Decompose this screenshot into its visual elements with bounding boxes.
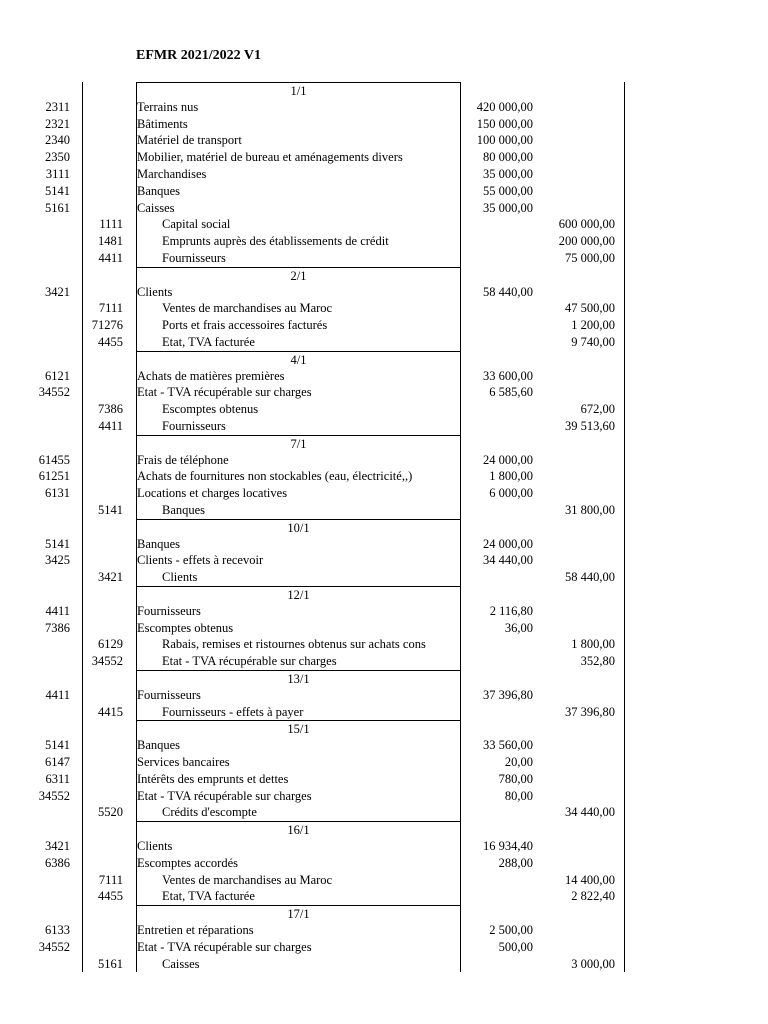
journal-line [0, 653, 768, 670]
debit-account: 2340 [45, 133, 70, 148]
journal-line [0, 200, 768, 217]
account-label: Bâtiments [137, 116, 188, 131]
credit-account: 1111 [99, 217, 123, 232]
credit-account: 4455 [98, 889, 123, 904]
debit-account: 34552 [38, 939, 70, 954]
account-label: Clients [137, 839, 173, 853]
account-label: Etat - TVA récupérable sur charges [137, 788, 312, 803]
journal-line [0, 317, 768, 334]
credit-account: 4415 [98, 704, 123, 719]
debit-account: 6121 [45, 368, 70, 383]
journal-line [0, 233, 768, 250]
credit-amount: 2 822,40 [571, 889, 615, 904]
account-label: Escomptes accordés [137, 855, 239, 870]
credit-amount: 47 500,00 [565, 301, 615, 316]
debit-amount: 150 000,00 [476, 116, 533, 131]
entry-date: 1/1 [136, 82, 461, 100]
debit-amount: 500,00 [498, 939, 533, 954]
account-label: Achats de matières premières [137, 368, 285, 383]
account-label: Fournisseurs [137, 687, 201, 702]
journal-line [0, 250, 768, 267]
debit-amount: 80 000,00 [483, 150, 533, 165]
entry-date-header [0, 905, 768, 922]
debit-account: 2311 [45, 99, 70, 114]
debit-amount: 1 800,00 [489, 469, 533, 484]
debit-account: 2350 [45, 150, 70, 165]
account-label: Caisses [137, 200, 175, 215]
journal-line [0, 552, 768, 569]
account-label: Banques [137, 738, 181, 753]
credit-amount: 1 200,00 [571, 318, 615, 333]
account-label: Clients - effets à recevoir [137, 553, 264, 568]
credit-amount: 75 000,00 [565, 251, 615, 265]
account-label: Frais de téléphone [137, 452, 229, 467]
debit-account: 5161 [45, 200, 70, 215]
journal-table [0, 82, 768, 972]
debit-account: 4411 [45, 603, 70, 618]
account-label: Escomptes obtenus [137, 620, 234, 635]
journal-line [0, 116, 768, 133]
journal-line [0, 956, 768, 973]
credit-account: 5520 [98, 805, 123, 820]
credit-account: 5161 [98, 956, 123, 971]
credit-amount: 58 440,00 [565, 570, 615, 585]
debit-account: 2321 [45, 116, 70, 131]
debit-amount: 6 000,00 [489, 486, 533, 501]
credit-account: 4411 [98, 251, 123, 265]
account-label: Rabais, remises et ristournes obtenus sur achats cons [162, 637, 426, 652]
credit-amount: 31 800,00 [565, 503, 615, 517]
entry-date-header [0, 586, 768, 603]
account-label: Locations et charges locatives [137, 486, 288, 501]
entry-date-header [0, 519, 768, 536]
entry-date: 4/1 [136, 351, 461, 369]
account-label: Marchandises [137, 167, 207, 181]
entry-date: 7/1 [136, 435, 461, 453]
account-label: Banques [162, 503, 206, 517]
journal-line [0, 536, 768, 553]
journal-line [0, 804, 768, 821]
entry-date: 16/1 [136, 821, 461, 839]
account-label: Clients [137, 284, 173, 299]
credit-amount: 200 000,00 [558, 234, 615, 249]
journal-line [0, 754, 768, 771]
entry-date-header [0, 821, 768, 838]
account-label: Emprunts auprès des établissements de crédit [162, 234, 389, 249]
journal-line [0, 888, 768, 905]
account-label: Ventes de marchandises au Maroc [162, 301, 333, 316]
debit-amount: 36,00 [504, 620, 533, 635]
account-label: Ports et frais accessoires facturés [162, 318, 328, 333]
credit-amount: 672,00 [580, 402, 615, 417]
debit-amount: 24 000,00 [483, 536, 533, 551]
account-label: Fournisseurs [162, 419, 226, 433]
debit-amount: 34 440,00 [483, 553, 533, 568]
entry-date-header [0, 82, 768, 99]
account-label: Entretien et réparations [137, 923, 254, 937]
journal-line [0, 99, 768, 116]
account-label: Fournisseurs [162, 251, 226, 265]
debit-account: 6131 [45, 486, 70, 501]
journal-line [0, 771, 768, 788]
debit-account: 6386 [45, 855, 70, 870]
journal-line [0, 300, 768, 317]
journal-line [0, 603, 768, 620]
account-label: Achats de fournitures non stockables (eau, électricité,,) [137, 469, 413, 484]
journal-line [0, 485, 768, 502]
debit-amount: 20,00 [504, 755, 533, 769]
journal-line [0, 636, 768, 653]
journal-line [0, 502, 768, 519]
journal-line [0, 788, 768, 805]
debit-amount: 58 440,00 [483, 284, 533, 299]
debit-account: 3111 [45, 167, 70, 181]
debit-amount: 33 600,00 [483, 368, 533, 383]
debit-account: 3425 [45, 553, 70, 568]
debit-account: 5141 [45, 183, 70, 198]
debit-account: 6147 [45, 755, 70, 769]
account-label: Services bancaires [137, 755, 230, 769]
journal-line [0, 838, 768, 855]
debit-amount: 780,00 [498, 771, 533, 786]
debit-account: 34552 [38, 385, 70, 400]
debit-account: 5141 [45, 738, 70, 753]
document-title: EFMR 2021/2022 V1 [136, 48, 261, 63]
account-label: Etat, TVA facturée [162, 335, 255, 349]
journal-line [0, 334, 768, 351]
credit-account: 71276 [91, 318, 123, 333]
debit-account: 7386 [45, 620, 70, 635]
entry-date-header [0, 351, 768, 368]
entry-date-header [0, 435, 768, 452]
journal-line [0, 166, 768, 183]
credit-account: 7111 [98, 872, 123, 887]
journal-line [0, 368, 768, 385]
debit-account: 6311 [45, 771, 70, 786]
journal-line [0, 687, 768, 704]
journal-line [0, 418, 768, 435]
debit-amount: 24 000,00 [483, 452, 533, 467]
credit-account: 7111 [98, 301, 123, 316]
debit-account: 61455 [38, 452, 70, 467]
journal-line [0, 922, 768, 939]
journal-line [0, 855, 768, 872]
debit-amount: 2 116,80 [489, 603, 533, 618]
account-label: Matériel de transport [137, 133, 242, 148]
debit-amount: 33 560,00 [483, 738, 533, 753]
entry-date: 17/1 [136, 905, 461, 923]
journal-line [0, 737, 768, 754]
entry-date-header [0, 720, 768, 737]
debit-account: 6133 [45, 923, 70, 937]
debit-amount: 420 000,00 [476, 99, 533, 114]
debit-amount: 16 934,40 [483, 839, 533, 853]
account-label: Crédits d'escompte [162, 805, 257, 820]
credit-amount: 600 000,00 [558, 217, 615, 232]
credit-account: 3421 [98, 570, 123, 585]
debit-amount: 288,00 [498, 855, 533, 870]
account-label: Caisses [162, 956, 200, 971]
journal-line [0, 384, 768, 401]
journal-line [0, 183, 768, 200]
debit-amount: 2 500,00 [489, 923, 533, 937]
debit-amount: 55 000,00 [483, 183, 533, 198]
account-label: Mobilier, matériel de bureau et aménagements divers [137, 150, 403, 165]
debit-account: 5141 [45, 536, 70, 551]
journal-line [0, 216, 768, 233]
journal-line [0, 620, 768, 637]
entry-date: 15/1 [136, 720, 461, 738]
account-label: Ventes de marchandises au Maroc [162, 872, 333, 887]
credit-account: 1481 [98, 234, 123, 249]
journal-line [0, 704, 768, 721]
credit-account: 7386 [98, 402, 123, 417]
credit-amount: 352,80 [580, 654, 615, 669]
account-label: Intérêts des emprunts et dettes [137, 771, 289, 786]
account-label: Etat - TVA récupérable sur charges [137, 939, 312, 954]
journal-line [0, 569, 768, 586]
journal-line [0, 872, 768, 889]
account-label: Etat, TVA facturée [162, 889, 255, 904]
entry-date-header [0, 267, 768, 284]
account-label: Banques [137, 183, 181, 198]
credit-amount: 39 513,60 [565, 419, 615, 433]
credit-account: 34552 [91, 654, 123, 669]
debit-amount: 100 000,00 [476, 133, 533, 148]
journal-line [0, 401, 768, 418]
debit-amount: 37 396,80 [483, 687, 533, 702]
credit-amount: 1 800,00 [571, 637, 615, 652]
entry-date: 2/1 [136, 267, 461, 285]
journal-line [0, 149, 768, 166]
credit-account: 4411 [98, 419, 123, 433]
credit-amount: 34 440,00 [565, 805, 615, 820]
account-label: Etat - TVA récupérable sur charges [162, 654, 337, 669]
debit-account: 3421 [45, 284, 70, 299]
account-label: Fournisseurs [137, 603, 201, 618]
debit-amount: 6 585,60 [489, 385, 533, 400]
credit-amount: 37 396,80 [565, 704, 615, 719]
debit-account: 4411 [45, 687, 70, 702]
entry-date: 12/1 [136, 586, 461, 604]
account-label: Clients [162, 570, 198, 585]
journal-line [0, 452, 768, 469]
credit-amount: 9 740,00 [571, 335, 615, 349]
journal-line [0, 468, 768, 485]
account-label: Escomptes obtenus [162, 402, 259, 417]
credit-amount: 3 000,00 [571, 956, 615, 971]
credit-account: 5141 [98, 503, 123, 517]
debit-account: 61251 [38, 469, 70, 484]
debit-amount: 80,00 [504, 788, 533, 803]
debit-account: 3421 [45, 839, 70, 853]
journal-line [0, 284, 768, 301]
debit-amount: 35 000,00 [483, 167, 533, 181]
account-label: Terrains nus [137, 99, 199, 114]
journal-line [0, 939, 768, 956]
entry-date-header [0, 670, 768, 687]
journal-line [0, 132, 768, 149]
debit-account: 34552 [38, 788, 70, 803]
entry-date: 10/1 [136, 519, 461, 537]
entry-date: 13/1 [136, 670, 461, 688]
credit-account: 4455 [98, 335, 123, 349]
credit-account: 6129 [98, 637, 123, 652]
credit-amount: 14 400,00 [565, 872, 615, 887]
account-label: Etat - TVA récupérable sur charges [137, 385, 312, 400]
account-label: Fournisseurs - effets à payer [162, 704, 304, 719]
account-label: Banques [137, 536, 181, 551]
account-label: Capital social [162, 217, 231, 232]
debit-amount: 35 000,00 [483, 200, 533, 215]
